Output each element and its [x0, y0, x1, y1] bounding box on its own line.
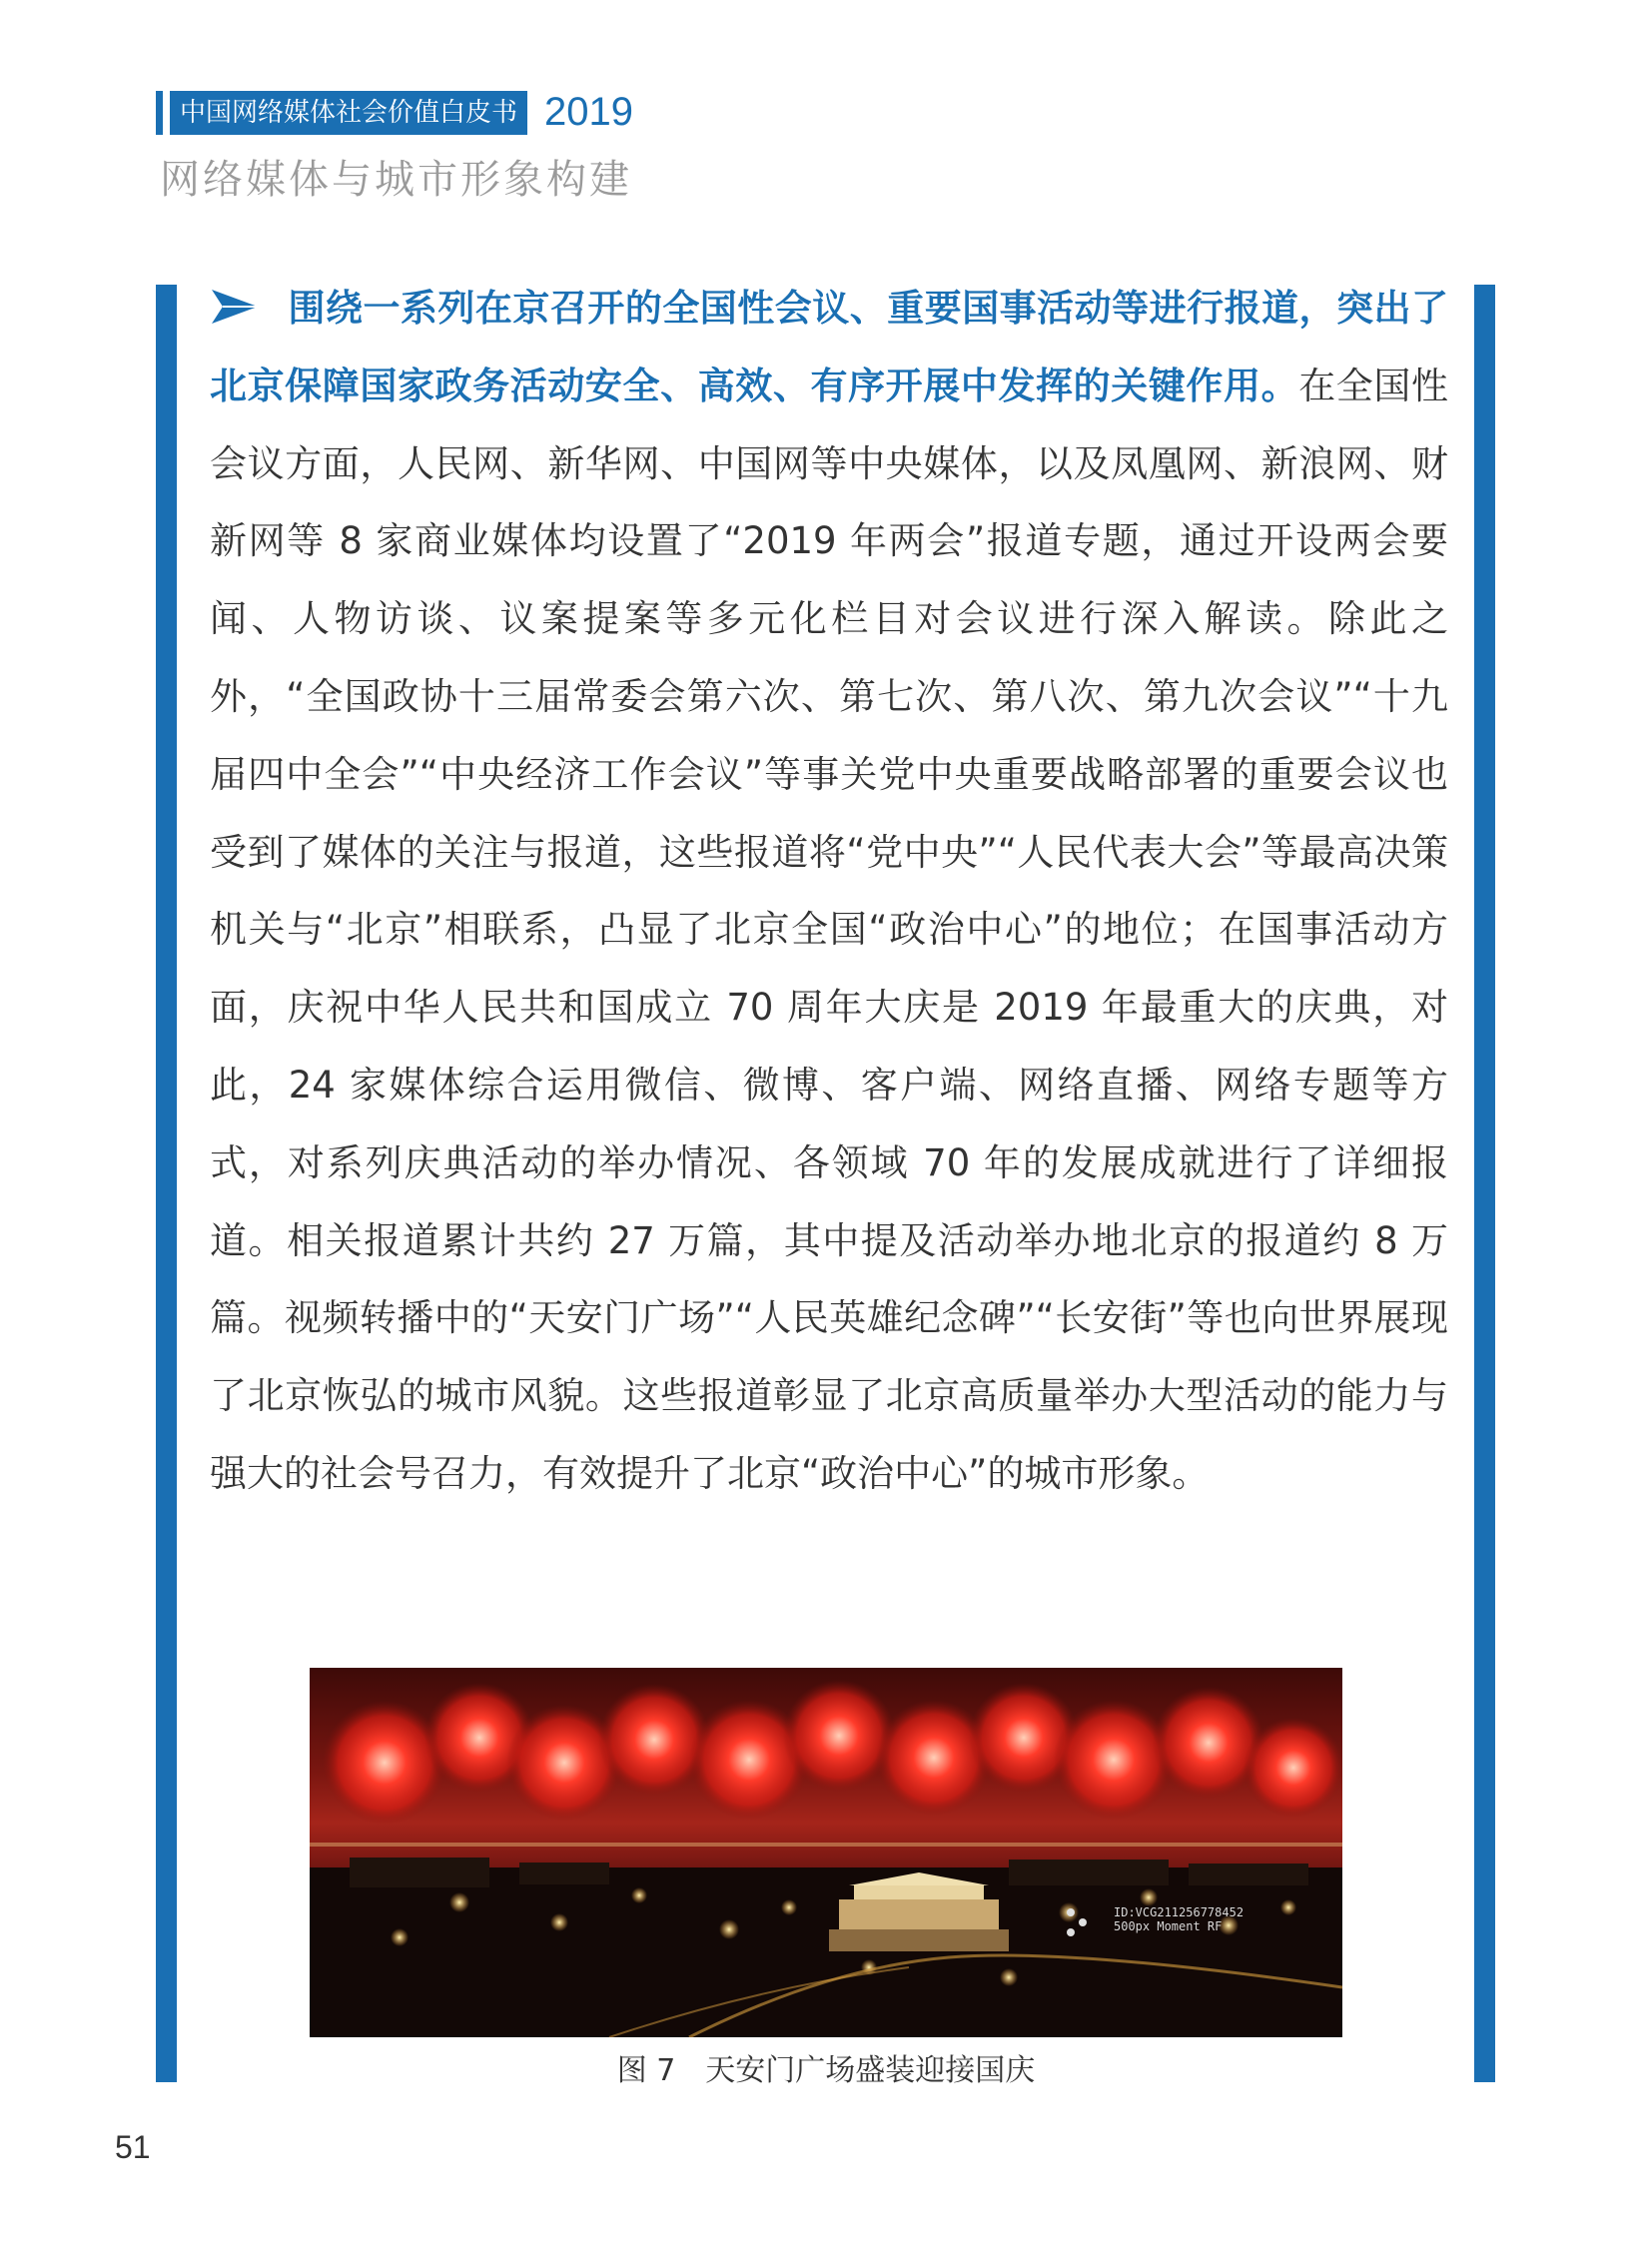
lead-sentence: 围绕一系列在京召开的全国性会议、重要国事活动等进行报道，突出了北京保障国家政务活动安全、高效、有序开展中发挥的关键作用。 [210, 287, 1448, 407]
body-paragraph [210, 270, 1448, 1513]
fireworks-photo [310, 1668, 1342, 2037]
header-badge: 中国网络媒体社会价值白皮书 [170, 91, 527, 135]
photo-watermark [1114, 1905, 1243, 1933]
watermark-credit: 500px Moment RF [1114, 1919, 1223, 1933]
watermark-logo-icon [1057, 1902, 1107, 1942]
watermark-id: ID:VCG211256778452 [1114, 1905, 1244, 1919]
left-accent-bar [156, 285, 177, 2082]
right-accent-bar [1474, 285, 1495, 2082]
page-number: 51 [115, 2129, 151, 2165]
header-year: 2019 [544, 90, 633, 134]
fireworks-group [323, 1680, 1342, 1825]
figure-caption: 图 7 天安门广场盛装迎接国庆 [616, 2053, 1036, 2088]
header-accent-bar [156, 91, 163, 135]
body-text: 在全国性会议方面，人民网、新华网、中国网等中央媒体，以及凤凰网、新浪网、财新网等 8 家商业媒体均设置了“2019 年两会”报道专题，通过开设两会要闻、人物访谈、议案提案等多元化栏目对会议进行深入解读。除此之外，“全国政协十三届常委会第六次、第七次、第八次、第九次会议”“十九届四中全会”“中央经济工作会议”等事关党中央重要战略部署的重要会议也受到了媒体的关注与报道，这些报道将“党中央”“人民代表大会”等最高决策机关与“北京”相联系，凸显了北京全国“政治中心”的地位；在国事活动方面，庆祝中华人民共和国成立 70 周年大庆是 2019 年最重大的庆典，对此，24 家媒体综合运用微信、微博、客户端、网络直播、网络专题等方式，对系列庆典活动的举办情况、各领域 70 年的发展成就进行了详细报道。相关报道累计共约 27 万篇，其中提及活动举办地北京的报道约 8 万篇。视频转播中的“天安门广场”“人民英雄纪念碑”“长安街”等也向世界展现了北京恢弘的城市风貌。这些报道彰显了北京高质量举办大型活动的能力与强大的社会号召力，有效提升了北京“政治中心”的城市形象。 [210, 364, 1448, 1495]
arrow-bullet-icon [210, 289, 260, 325]
section-subtitle: 网络媒体与城市形象构建 [160, 157, 632, 203]
tiananmen-gate [829, 1872, 1009, 1951]
